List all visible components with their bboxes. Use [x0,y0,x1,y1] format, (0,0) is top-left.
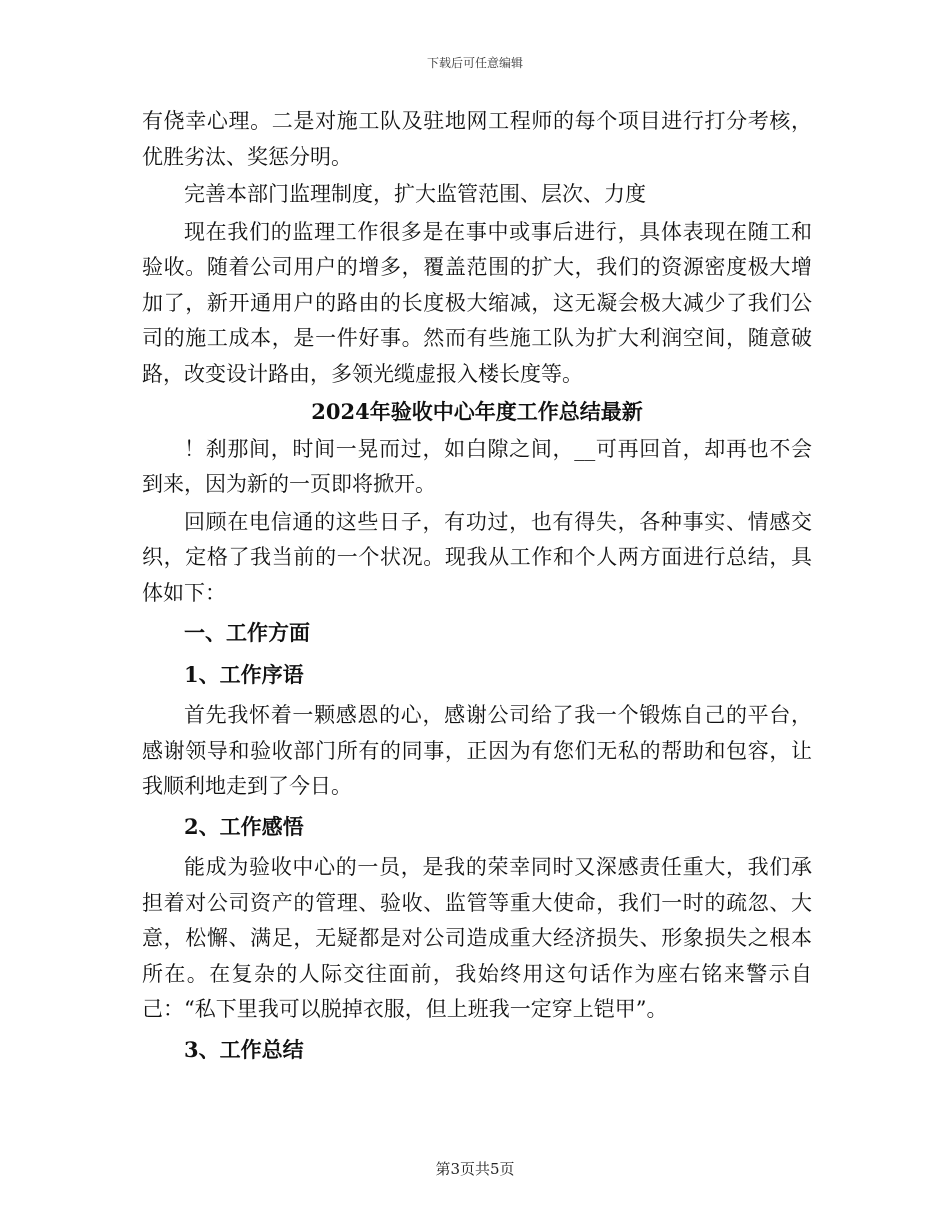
subheading-work-preface: 1、工作序语 [184,661,304,687]
paragraph-continued: 有侥幸心理。二是对施工队及驻地网工程师的每个项目进行打分考核，优胜劣汰、奖惩分明。 [142,109,812,169]
section-heading-work: 一、工作方面 [184,620,310,645]
paragraph-supervision-heading: 完善本部门监理制度，扩大监管范围、层次、力度 [184,182,646,206]
document-body [142,104,812,1073]
subheading-work-insight: 2、工作感悟 [184,813,304,839]
paragraph-intro-2: 回顾在电信通的这些日子，有功过，也有得失，各种事实、情感交织，定格了我当前的一个状况。现我从工作和个人两方面进行总结，具体如下： [142,509,812,605]
page-footer: 第3页共5页 [435,1160,515,1178]
paragraph-work-insight: 能成为验收中心的一员，是我的荣幸同时又深感责任重大，我们承担着对公司资产的管理、验收、监管等重大使命，我们一时的疏忽、大意，松懈、满足，无疑都是对公司造成重大经济损失、形象损失之根本所在。在复杂的人际交往面前，我始终用这句话作为座右铭来警示自己：“私下里我可以脱掉衣服，但上班我一定穿上铠甲”。 [142,855,812,1021]
page-header: 下载后可任意编辑 [426,56,523,70]
paragraph-intro-1: ！刹那间，时间一晃而过，如白隙之间，__可再回首，却再也不会到来，因为新的一页即将掀开。 [142,436,812,496]
document-title: 2024年验收中心年度工作总结最新 [311,399,643,424]
subheading-work-summary: 3、工作总结 [184,1036,304,1062]
paragraph-supervision: 现在我们的监理工作很多是在事中或事后进行，具体表现在随工和验收。随着公司用户的增多，覆盖范围的扩大，我们的资源密度极大增加了，新开通用户的路由的长度极大缩减，这无凝会极大减少了我们公司的施工成本，是一件好事。然而有些施工队为扩大利润空间，随意破路，改变设计路由，多领光缆虚报入楼长度等。 [142,219,812,386]
paragraph-work-preface: 首先我怀着一颗感恩的心，感谢公司给了我一个锻炼自己的平台，感谢领导和验收部门所有的同事，正因为有您们无私的帮助和包容，让我顺利地走到了今日。 [142,703,812,798]
